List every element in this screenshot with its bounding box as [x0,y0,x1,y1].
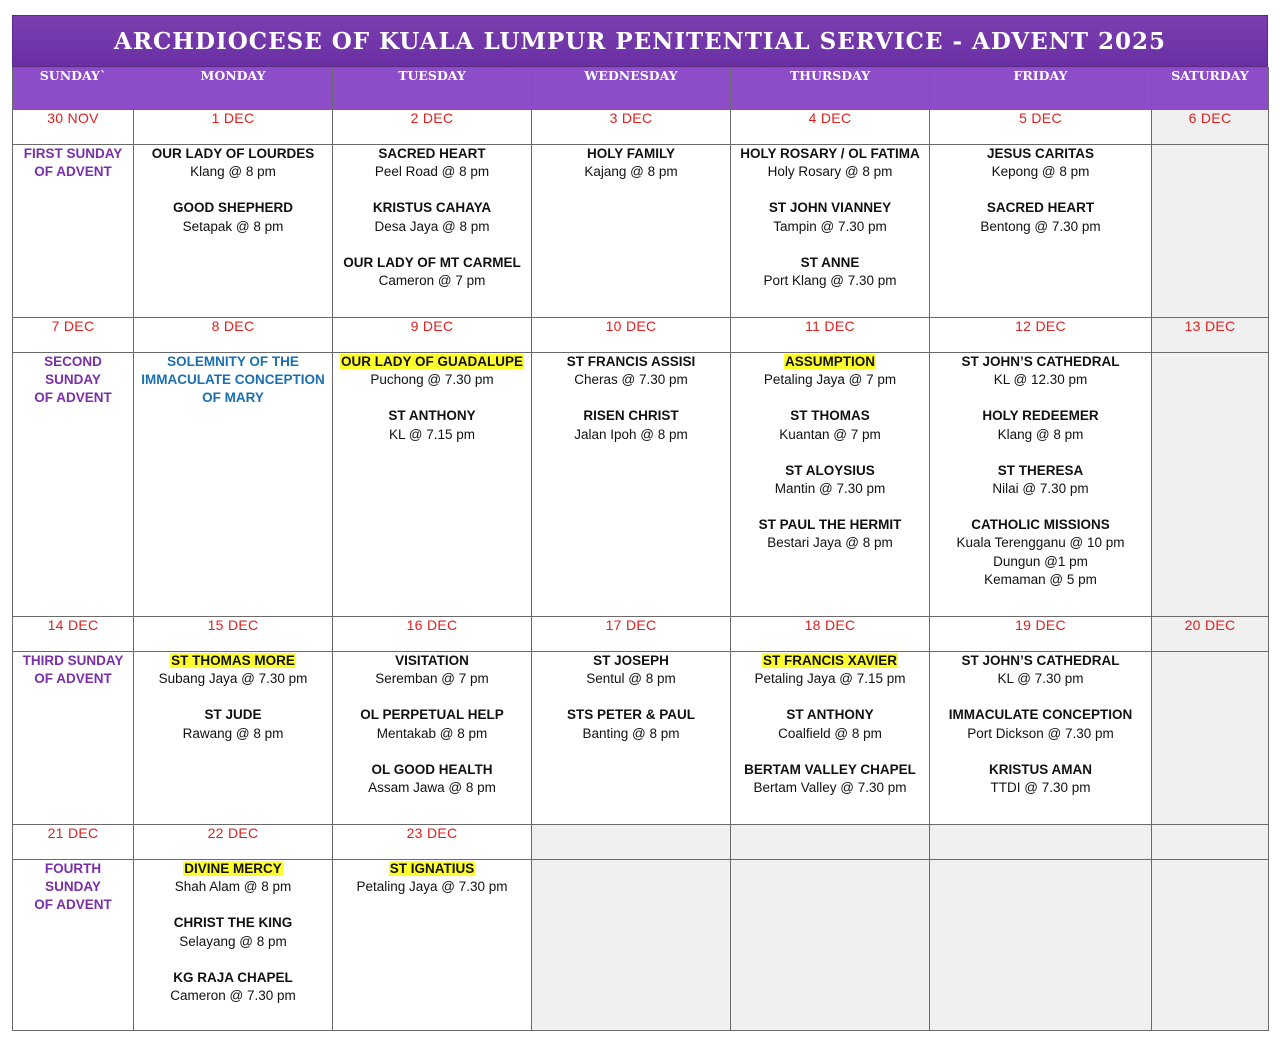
day-header-tuesday: TUESDAY [333,68,532,110]
service-entry [333,407,531,443]
parish-name-line [333,145,531,163]
parish-name-line [930,652,1151,670]
parish-name-line [731,353,929,371]
parish-name-line [134,652,332,670]
service-location-time: Puchong @ 7.30 pm [370,372,494,388]
service-location-time: Port Klang @ 7.30 pm [763,273,897,289]
events-cell [532,860,731,1031]
events-cell [731,860,930,1031]
events-row [13,860,1269,1031]
service-location-time: KL @ 12.30 pm [993,372,1088,388]
service-entry [333,199,531,235]
date-cell: 7 DEC [13,318,134,353]
parish-name: KG RAJA CHAPEL [173,969,293,985]
parish-name-line [134,199,332,217]
parish-name-line [930,761,1151,779]
parish-name: KRISTUS CAHAYA [372,200,492,216]
date-row [13,110,1269,145]
date-cell: 8 DEC [134,318,333,353]
service-location-time: Mantin @ 7.30 pm [774,481,886,497]
service-location-time: Subang Jaya @ 7.30 pm [158,671,308,687]
events-cell [134,860,333,1031]
service-location-time: Peel Road @ 8 pm [374,164,490,180]
service-entry [930,706,1151,742]
parish-name-line [731,462,929,480]
parish-name: IMMACULATE CONCEPTION [948,707,1133,723]
service-entry [731,652,929,688]
service-entry [134,706,332,742]
parish-name: JESUS CARITAS [986,146,1095,161]
parish-name: HOLY FAMILY [586,146,676,161]
events-cell [134,353,333,617]
date-cell: 10 DEC [532,318,731,353]
service-entry [532,407,730,443]
parish-name: GOOD SHEPHERD [172,200,294,216]
parish-name-line [333,353,531,371]
parish-name-line [333,761,531,779]
parish-name-line [930,199,1151,217]
date-cell: 20 DEC [1152,617,1269,652]
service-location-time: Cameron @ 7 pm [378,273,486,289]
parish-name-line [731,254,929,272]
date-cell: 30 NOV [13,110,134,145]
service-location-time: Kemaman @ 5 pm [984,571,1097,587]
date-cell: 16 DEC [333,617,532,652]
parish-name: OUR LADY OF MT CARMEL [343,254,521,270]
service-entry [333,145,531,181]
events-row [13,353,1269,617]
date-cell: 19 DEC [930,617,1152,652]
sunday-label-line: SUNDAY [45,372,101,388]
day-header-saturday: SATURDAY [1152,68,1269,110]
service-location-time: Klang @ 8 pm [997,426,1084,442]
sunday-label [13,860,133,915]
events-cell [13,353,134,617]
parish-name: SACRED HEART [986,200,1095,216]
sunday-label-line: OF ADVENT [34,897,112,913]
events-cell [13,652,134,825]
events-cell [134,145,333,318]
parish-name-line [930,516,1151,534]
parish-name-line [930,462,1151,480]
date-row [13,825,1269,860]
events-row [13,652,1269,825]
parish-name: ST JOSEPH [593,653,669,668]
service-entry [532,706,730,742]
events-row [13,145,1269,318]
solemnity-line: SOLEMNITY OF THE [167,354,299,369]
date-cell [1152,825,1269,860]
parish-name-line [333,860,531,878]
parish-name-line [333,254,531,272]
date-cell: 3 DEC [532,110,731,145]
service-location-time: Assam Jawa @ 8 pm [368,780,496,796]
parish-name: VISITATION [395,653,469,668]
parish-name-line [532,145,730,163]
sunday-label [13,145,133,181]
parish-name: HOLY REDEEMER [982,408,1099,424]
date-cell: 13 DEC [1152,318,1269,353]
service-location-time: Dungun @1 pm [993,553,1088,569]
parish-name-line [532,353,730,371]
service-entry [333,353,531,389]
service-location-time: Kepong @ 8 pm [991,164,1090,180]
date-cell: 5 DEC [930,110,1152,145]
service-location-time: Jalan Ipoh @ 8 pm [574,426,688,442]
parish-name: OUR LADY OF LOURDES [151,146,315,161]
parish-name: CHRIST THE KING [173,915,293,931]
service-entry [731,706,929,742]
date-cell: 6 DEC [1152,110,1269,145]
parish-name: BERTAM VALLEY CHAPEL [744,761,916,777]
events-cell [13,860,134,1031]
service-location-time: Desa Jaya @ 8 pm [374,218,490,234]
date-cell: 22 DEC [134,825,333,860]
parish-name-line [134,706,332,724]
day-header-thursday: THURSDAY [731,68,930,110]
sunday-label-line: FOURTH [44,861,102,876]
parish-name-line [333,652,531,670]
parish-name-line [333,199,531,217]
service-entry [930,516,1151,589]
parish-name: ST THOMAS [790,408,870,424]
parish-name: RISEN CHRIST [583,408,679,424]
date-cell [731,825,930,860]
parish-name-line [930,407,1151,425]
service-entry [731,462,929,498]
service-entry [134,145,332,181]
events-cell [731,145,930,318]
calendar-table [12,67,1269,1031]
service-location-time: Bentong @ 7.30 pm [980,218,1101,234]
service-entry [333,652,531,688]
service-entry [731,353,929,389]
parish-name-line [930,145,1151,163]
service-location-time: Petaling Jaya @ 7.15 pm [754,671,906,687]
events-cell [532,353,731,617]
events-cell [333,860,532,1031]
events-cell [134,652,333,825]
date-cell [930,825,1152,860]
parish-name: ST ANTHONY [388,408,476,424]
parish-name-line [532,407,730,425]
service-location-time: Tampin @ 7.30 pm [773,218,887,234]
events-cell [13,145,134,318]
service-location-time: Sentul @ 8 pm [586,671,676,687]
parish-name: OL GOOD HEALTH [371,761,493,777]
events-cell [731,353,930,617]
service-entry [930,199,1151,235]
parish-name-line [134,860,332,878]
parish-name-line [134,969,332,987]
sunday-label-line: SUNDAY [45,879,101,895]
solemnity-line: IMMACULATE CONCEPTION [141,372,325,388]
sunday-label-line: OF ADVENT [34,671,112,687]
parish-name: OL PERPETUAL HELP [360,707,504,723]
service-location-time: Banting @ 8 pm [582,725,680,741]
service-location-time: Cheras @ 7.30 pm [574,372,688,388]
parish-name-line [930,706,1151,724]
parish-name: ST THOMAS MORE [171,653,295,668]
parish-name: SACRED HEART [378,146,486,161]
service-entry [333,254,531,290]
date-cell: 14 DEC [13,617,134,652]
service-location-time: Petaling Jaya @ 7 pm [763,372,897,388]
service-entry [333,860,531,896]
events-cell [1152,652,1269,825]
day-header-monday: MONDAY [134,68,333,110]
service-location-time: Selayang @ 8 pm [179,933,287,949]
service-entry [731,761,929,797]
service-entry [731,407,929,443]
service-entry [134,199,332,235]
service-location-time: KL @ 7.15 pm [389,426,475,442]
parish-name-line [930,353,1151,371]
date-cell: 21 DEC [13,825,134,860]
parish-name-line [731,761,929,779]
service-entry [134,652,332,688]
events-cell [1152,145,1269,318]
page-title: ARCHDIOCESE OF KUALA LUMPUR PENITENTIAL SERVICE - ADVENT 2025 [12,15,1268,67]
service-entry [731,516,929,552]
events-cell [1152,353,1269,617]
service-location-time: TTDI @ 7.30 pm [990,780,1091,796]
parish-name-line [731,199,929,217]
day-header-row [13,68,1269,110]
service-entry [930,462,1151,498]
parish-name-line [134,914,332,932]
service-entry [731,145,929,181]
parish-name: ST FRANCIS XAVIER [762,653,897,668]
service-entry [930,145,1151,181]
service-location-time: Kuantan @ 7 pm [779,426,881,442]
parish-name: ASSUMPTION [784,354,875,369]
date-cell: 15 DEC [134,617,333,652]
service-entry [930,353,1151,389]
service-entry [134,860,332,896]
solemnity-line: OF MARY [202,390,264,406]
events-cell [333,353,532,617]
parish-name-line [731,706,929,724]
parish-name: ST ALOYSIUS [785,462,875,478]
events-cell [333,652,532,825]
parish-name-line [333,407,531,425]
sunday-label-line: OF ADVENT [34,164,112,180]
parish-name-line [532,652,730,670]
events-cell [731,652,930,825]
events-cell [930,652,1152,825]
date-cell: 11 DEC [731,318,930,353]
events-cell [1152,860,1269,1031]
service-entry [134,914,332,950]
sunday-label [13,652,133,688]
service-location-time: Kuala Terengganu @ 10 pm [956,535,1125,551]
service-location-time: Cameron @ 7.30 pm [170,988,296,1004]
solemnity-label [134,353,332,408]
sunday-label-line: SECOND [44,354,102,369]
sunday-label-line: OF ADVENT [34,390,112,406]
events-cell [930,860,1152,1031]
date-cell: 18 DEC [731,617,930,652]
parish-name-line [731,145,929,163]
service-location-time: Coalfield @ 8 pm [778,725,882,741]
day-header-wednesday: WEDNESDAY [532,68,731,110]
events-cell [532,145,731,318]
parish-name: CATHOLIC MISSIONS [971,517,1110,533]
parish-name: ST JUDE [204,707,262,723]
date-cell: 1 DEC [134,110,333,145]
parish-name-line [134,145,332,163]
service-entry [134,969,332,1005]
service-entry [930,761,1151,797]
service-entry [930,652,1151,688]
service-entry [333,706,531,742]
service-entry [333,761,531,797]
parish-name: ST JOHN’S CATHEDRAL [961,653,1120,668]
service-location-time: Holy Rosary @ 8 pm [767,164,893,180]
parish-name: ST THERESA [997,462,1084,478]
service-location-time: KL @ 7.30 pm [997,671,1084,687]
date-cell: 4 DEC [731,110,930,145]
service-entry [731,254,929,290]
events-cell [930,145,1152,318]
service-location-time: Kajang @ 8 pm [584,164,678,180]
calendar-sheet [12,15,1268,1031]
parish-name: ST PAUL THE HERMIT [758,517,902,533]
sunday-label-line: FIRST SUNDAY [23,146,123,161]
service-location-time: Petaling Jaya @ 7.30 pm [356,879,508,895]
events-cell [333,145,532,318]
day-header-friday: FRIDAY [930,68,1152,110]
service-location-time: Setapak @ 8 pm [182,218,284,234]
service-location-time: Nilai @ 7.30 pm [992,481,1089,497]
parish-name: ST FRANCIS ASSISI [566,354,696,369]
parish-name: DIVINE MERCY [184,861,282,876]
parish-name: OUR LADY OF GUADALUPE [340,354,523,369]
sunday-label [13,353,133,408]
parish-name: ST IGNATIUS [389,861,475,876]
service-location-time: Bertam Valley @ 7.30 pm [753,780,907,796]
date-row [13,617,1269,652]
date-cell: 2 DEC [333,110,532,145]
service-entry [930,407,1151,443]
date-cell: 23 DEC [333,825,532,860]
service-location-time: Klang @ 8 pm [190,164,276,180]
parish-name-line [532,706,730,724]
parish-name: ST ANTHONY [786,707,874,723]
service-location-time: Port Dickson @ 7.30 pm [967,725,1114,741]
date-cell: 17 DEC [532,617,731,652]
date-cell [532,825,731,860]
parish-name-line [731,516,929,534]
parish-name: ST JOHN VIANNEY [768,200,892,216]
events-cell [930,353,1152,617]
parish-name-line [731,652,929,670]
service-location-time: Rawang @ 8 pm [182,725,284,741]
service-entry [532,652,730,688]
service-entry [731,199,929,235]
sunday-label-line: THIRD SUNDAY [22,653,124,668]
day-header-sunday: SUNDAY` [13,68,134,110]
date-cell: 9 DEC [333,318,532,353]
events-cell [532,652,731,825]
parish-name-line [731,407,929,425]
service-location-time: Shah Alam @ 8 pm [174,879,292,895]
parish-name: ST ANNE [800,254,860,270]
service-entry [532,353,730,389]
service-location-time: Bestari Jaya @ 8 pm [767,535,893,551]
parish-name: STS PETER & PAUL [566,707,695,723]
service-location-time: Seremban @ 7 pm [375,671,489,687]
parish-name: ST JOHN’S CATHEDRAL [961,354,1120,369]
service-entry [532,145,730,181]
service-location-time: Mentakab @ 8 pm [376,725,488,741]
parish-name-line [333,706,531,724]
date-row [13,318,1269,353]
parish-name: HOLY ROSARY / OL FATIMA [740,146,920,161]
parish-name: KRISTUS AMAN [989,761,1092,777]
date-cell: 12 DEC [930,318,1152,353]
